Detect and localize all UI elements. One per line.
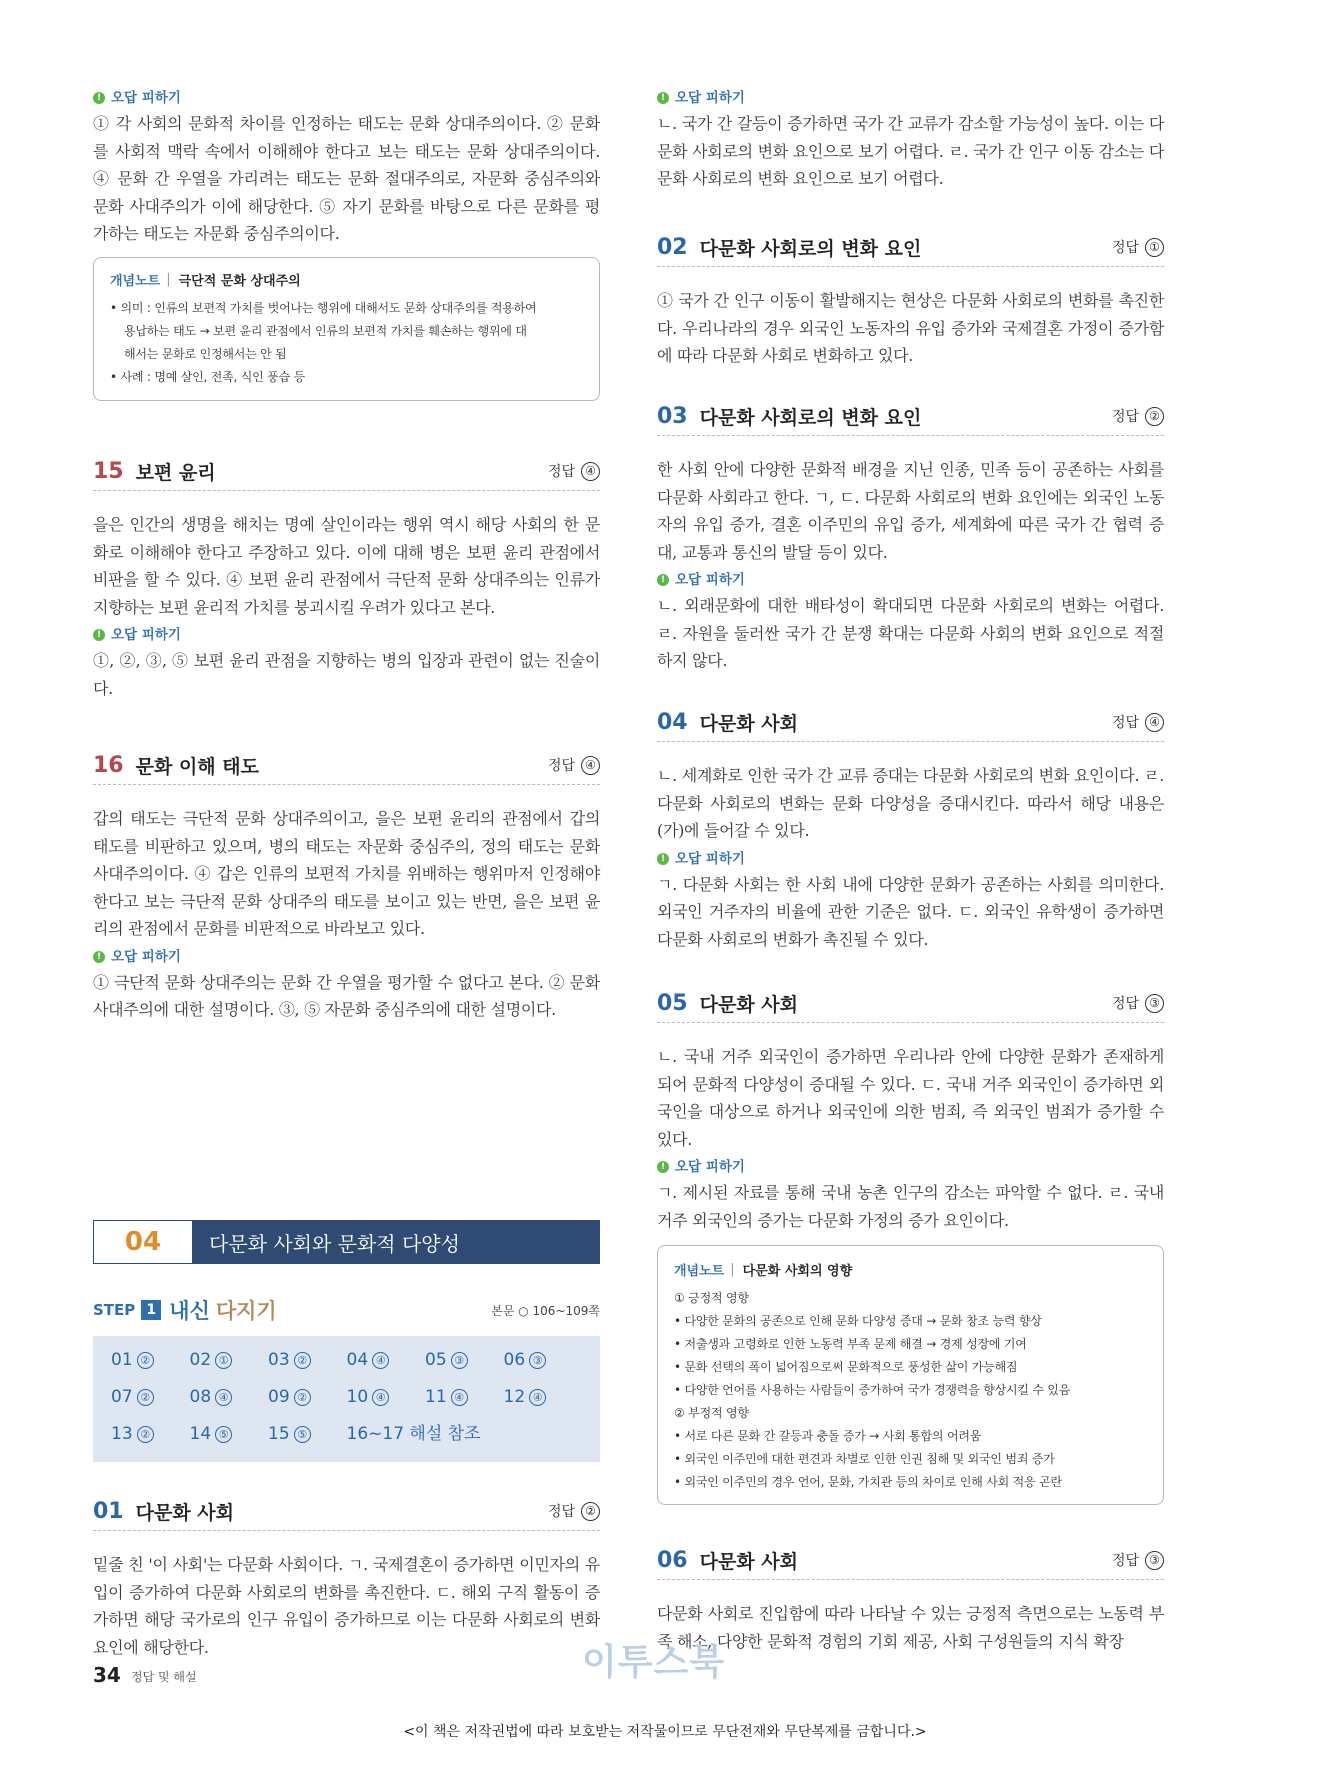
answer-key-answer: ④ [215, 1389, 232, 1406]
answer-key-question: 15 [268, 1424, 290, 1444]
question-header [657, 397, 1164, 436]
concept-note-extreme-relativism: 개념노트 | 극단적 문화 상대주의 • 의미 : 인류의 보편적 가치를 벗어나는 행위에 대해서도 문화 상대주의를 적용하여 용납하는 태도 → 보편 윤리 관점에서 인류의 보편적 가치를 훼손하는 행위에 대 해서는 문화로 인정해서는 안 됨 • 사례 : 명예 살인, 전족, 식인 풍습 등 [93, 257, 600, 401]
step-subtitle: 다지기 [215, 1299, 277, 1323]
avoid-heading: ! 오답 피하기 [93, 623, 600, 647]
answer-key-grid [111, 1346, 582, 1449]
note-line: • 다양한 언어를 사용하는 사람들이 증가하여 국가 경쟁력을 향상시킬 수 있음 [674, 1383, 1071, 1397]
note-line: • 의미 : 인류의 보편적 가치를 벗어나는 행위에 대해서도 문화 상대주의를 적용하여 [110, 301, 537, 315]
note-line: ② 부정적 영향 [674, 1406, 749, 1420]
section-number: 04 [93, 1220, 193, 1264]
answer-key-question: 03 [268, 1350, 290, 1370]
answer-key-answer: ④ [529, 1389, 546, 1406]
question-number: 01 [93, 1498, 124, 1524]
question-header [93, 452, 600, 491]
answer-key-question: 10 [346, 1387, 369, 1407]
answer-key-item [347, 1346, 426, 1375]
answer-key-item [111, 1346, 190, 1375]
avoid-heading: ! 오답 피하기 [93, 945, 600, 969]
answer-key-item [190, 1420, 269, 1449]
answer-key-question: 06 [503, 1350, 526, 1370]
note-line: • 사례 : 명예 살인, 전족, 식인 풍습 등 [110, 370, 305, 384]
question-header [657, 1541, 1164, 1580]
answer-value: ③ [1145, 1551, 1164, 1570]
note-line: 해서는 문화로 인정해서는 안 됨 [124, 347, 287, 361]
question-06 [657, 1541, 1164, 1655]
step-label: STEP [93, 1301, 136, 1319]
answer-key-question: 01 [111, 1350, 133, 1370]
explanation-text: 한 사회 안에 다양한 문화적 배경을 지닌 인종, 민족 등이 공존하는 사회를 다문화 사회라고 한다. ㄱ, ㄷ. 다문화 사회로의 변화 요인에는 외국인 노동자의 유입 증가, 결혼 이주민의 유입 증가, 세계화에 따른 국가 간 협력 증대, 교통과 통신의 발달 등이 있다. [657, 460, 1164, 562]
answer-value: ③ [1145, 994, 1164, 1013]
note-line: • 서로 다른 문화 간 갈등과 충돌 증가 → 사회 통합의 어려움 [674, 1429, 982, 1443]
question-number: 05 [657, 990, 688, 1016]
avoid-heading: ! 오답 피하기 [657, 847, 1164, 871]
answer-key-answer: ② [137, 1352, 154, 1369]
concept-note-tag: 개념노트 [674, 1264, 725, 1279]
answer-label: 정답 ④ [1112, 712, 1164, 732]
step-header [93, 1295, 600, 1325]
answer-key-answer: ④ [451, 1389, 468, 1406]
note-line: ① 긍정적 영향 [674, 1291, 749, 1305]
question-title: 문화 이해 태도 [135, 755, 259, 778]
question-header [657, 984, 1164, 1023]
answer-label: 정답 ② [1112, 406, 1164, 426]
note-line: 용납하는 태도 → 보편 윤리 관점에서 인류의 보편적 가치를 훼손하는 행위에 대 [124, 324, 527, 338]
question-02 [657, 228, 1164, 370]
answer-label: 정답 ① [1112, 237, 1164, 257]
answer-key-question: 08 [189, 1387, 212, 1407]
question-header [93, 1492, 600, 1531]
watermark-logo: 이투스북 [582, 1642, 726, 1683]
answer-label: 정답 ③ [1112, 1550, 1164, 1570]
question-number: 15 [93, 458, 124, 484]
answer-key-item [190, 1346, 269, 1375]
exclamation-icon: ! [657, 853, 669, 865]
avoid-text: ㄱ. 제시된 자료를 통해 국내 농촌 인구의 감소는 파악할 수 없다. ㄹ. 국내 거주 외국인의 증가는 다문화 가정의 증가 요인이다. [657, 1183, 1164, 1230]
answer-value: ④ [581, 462, 600, 481]
question-number: 02 [657, 234, 688, 260]
answer-key-answer: ② [294, 1389, 311, 1406]
question-number: 03 [657, 403, 688, 429]
explanation-text: ㄴ. 국내 거주 외국인이 증가하면 우리나라 안에 다양한 문화가 존재하게 되어 문화적 다양성이 증대될 수 있다. ㄷ. 국내 거주 외국인이 증가하면 외국인을 대상으로 하거나 외국인에 의한 범죄, 즉 외국인 범죄가 증가할 수 있다. [657, 1047, 1164, 1149]
avoid-section-01 [657, 86, 1164, 193]
question-title: 다문화 사회 [699, 1550, 799, 1573]
question-number: 16 [93, 752, 124, 778]
question-header [657, 703, 1164, 742]
answer-value: ② [1145, 407, 1164, 426]
avoid-text: ㄴ. 국가 간 갈등이 증가하면 국가 간 교류가 감소할 가능성이 높다. 이는 다문화 사회로의 변화 요인으로 보기 어렵다. ㄹ. 국가 간 인구 이동 감소는 다문화 사회로의 변화 요인으로 보기 어렵다. [657, 114, 1164, 188]
copyright-notice: <이 책은 저작권법에 따라 보호받는 저작물이므로 무단전재와 무단복제를 금합니다.> [403, 1724, 927, 1740]
question-title: 다문화 사회 [135, 1501, 235, 1524]
answer-label: 정답 ③ [1112, 993, 1164, 1013]
answer-key-item [190, 1383, 269, 1412]
question-title: 다문화 사회 [699, 993, 799, 1016]
answer-key-item [268, 1346, 347, 1375]
explanation-text: ① 국가 간 인구 이동이 활발해지는 현상은 다문화 사회로의 변화를 촉진한다. 우리나라의 경우 외국인 노동자의 유입 증가와 국제결혼 가정이 증가함에 따라 다문화 사회로 변화하고 있다. [657, 291, 1164, 365]
answer-key-question: 14 [189, 1424, 212, 1444]
answer-key-answer: ⑤ [215, 1426, 232, 1443]
answer-key-answer: ② [294, 1352, 311, 1369]
answer-key-question: 12 [503, 1387, 526, 1407]
question-15 [93, 452, 600, 702]
answer-label: 정답 ④ [548, 755, 600, 775]
question-16 [93, 746, 600, 1024]
answer-key-answer: ② [137, 1389, 154, 1406]
answer-key-item [347, 1383, 426, 1412]
avoid-heading: ! 오답 피하기 [657, 86, 1164, 110]
step-title: 내신 [169, 1299, 210, 1323]
avoid-heading: ! 오답 피하기 [93, 86, 600, 110]
answer-key-answer: ④ [372, 1352, 389, 1369]
question-03 [657, 397, 1164, 675]
answer-key-item [268, 1420, 347, 1449]
footer-label: 정답 및 해설 [131, 1670, 197, 1684]
explanation-text: 갑의 태도는 극단적 문화 상대주의이고, 을은 보편 윤리의 관점에서 갑의 태도를 비판하고 있으며, 병의 태도는 자문화 중심주의, 정의 태도는 문화 사대주의이다. ④ 갑은 인류의 보편적 가치를 위배하는 행위마저 인정해야 한다고 보는 극단적 문화 상대주의 태도를 보이고 있는 반면, 을은 보편 윤리의 관점에서 문화를 비판적으로 바라보고 있다. [93, 809, 600, 938]
exclamation-icon: ! [657, 574, 669, 586]
avoid-text: ㄴ. 외래문화에 대한 배타성이 확대되면 다문화 사회로의 변화는 어렵다. ㄹ. 자원을 둘러싼 국가 간 분쟁 확대는 다문화 사회의 변화 요인으로 적절하지 않다. [657, 596, 1164, 670]
question-number: 04 [657, 709, 688, 735]
exclamation-icon: ! [93, 92, 105, 104]
answer-key-question: 09 [268, 1387, 290, 1407]
exclamation-icon: ! [657, 92, 669, 104]
answer-key-item [111, 1420, 190, 1449]
avoid-heading: ! 오답 피하기 [657, 1155, 1164, 1179]
concept-note-title: 다문화 사회의 영향 [742, 1264, 853, 1279]
answer-key-answer: ③ [529, 1352, 546, 1369]
answer-key-remark: 16~17 해설 참조 [346, 1424, 481, 1444]
answer-key-answer: ② [137, 1426, 154, 1443]
answer-key-question: 11 [425, 1387, 447, 1407]
answer-key-item [425, 1346, 504, 1375]
answer-key-item [504, 1346, 583, 1375]
question-title: 다문화 사회로의 변화 요인 [699, 237, 922, 260]
explanation-text: 밑줄 친 '이 사회'는 다문화 사회이다. ㄱ. 국제결혼이 증가하면 이민자의 유입이 증가하여 다문화 사회로의 변화를 촉진한다. ㄷ. 해외 구직 활동이 증가하면 해당 국가로의 인구 유입이 증가하므로 이는 다문화 사회로의 변화 요인에 해당한다. [93, 1555, 600, 1657]
answer-key-item [111, 1383, 190, 1412]
page-number: 34 [93, 1663, 121, 1687]
answer-value: ② [581, 1502, 600, 1521]
avoid-text: ①, ②, ③, ⑤ 보편 윤리 관점을 지향하는 병의 입장과 관련이 없는 진술이다. [93, 651, 600, 698]
note-line: • 저출생과 고령화로 인한 노동력 부족 문제 해결 → 경제 성장에 기여 [674, 1337, 1027, 1351]
note-line: • 문화 선택의 폭이 넓어짐으로써 문화적으로 풍성한 삶이 가능해짐 [674, 1360, 1018, 1374]
explanation-text: 을은 인간의 생명을 해치는 명예 살인이라는 행위 역시 해당 사회의 한 문화로 이해해야 한다고 주장하고 있다. 이에 대해 병은 보편 윤리 관점에서 비판을 할 수 있다. ④ 보편 윤리 관점에서 극단적 문화 상대주의는 인류가 지향하는 보편 윤리적 가치를 붕괴시킬 우려가 있다고 본다. [93, 515, 600, 617]
avoid-text: ㄱ. 다문화 사회는 한 사회 내에 다양한 문화가 공존하는 사회를 의미한다. 외국인 거주자의 비율에 관한 기준은 없다. ㄷ. 외국인 유학생이 증가하면 다문화 사회로의 변화가 촉진될 수 있다. [657, 874, 1164, 949]
step-number: 1 [141, 1300, 161, 1320]
question-title: 다문화 사회로의 변화 요인 [699, 406, 922, 429]
exclamation-icon: ! [93, 951, 105, 963]
explanation-text: ㄴ. 세계화로 인한 국가 간 교류 증대는 다문화 사회로의 변화 요인이다. ㄹ. 다문화 사회로의 변화는 문화 다양성을 증대시킨다. 따라서 해당 내용은 (가)에 들어갈 수 있다. [657, 766, 1164, 840]
answer-label: 정답 ② [548, 1501, 600, 1521]
question-title: 다문화 사회 [699, 712, 799, 735]
answer-key-item [425, 1383, 504, 1412]
avoid-heading: ! 오답 피하기 [657, 568, 1164, 592]
answer-key-item [347, 1420, 583, 1449]
exclamation-icon: ! [93, 629, 105, 641]
answer-key-item [268, 1383, 347, 1412]
concept-note-multicultural-impact: 개념노트 | 다문화 사회의 영향 ① 긍정적 영향 • 다양한 문화의 공존으로 인해 문화 다양성 증대 → 문화 창조 능력 향상 • 저출생과 고령화로 인한 노동력 부족 문제 해결 → 경제 성장에 기여 • 문화 선택의 폭이 넓어짐으로써 문화적으로 풍성한 삶이 가능해짐 • 다양한 언어를 사용하는 사람들이 증가하여 국가 경쟁력을 향상시킬 수 있음 ② 부정적 영향 • 서로 다른 문화 간 갈등과 충돌 증가 → 사회 통합의 어려움 • 외국인 이주민에 대한 편견과 차별로 인한 인권 침해 및 외국인 범죄 증가 • 외국인 이주민의 경우 언어, 문화, 가치관 등의 차이로 인해 사회 적응 곤란 [657, 1245, 1164, 1505]
avoid-section-14 [93, 86, 600, 248]
answer-key-question: 13 [111, 1424, 133, 1444]
explanation-text: 다문화 사회로 진입함에 따라 나타날 수 있는 긍정적 측면으로는 노동력 부족 해소, 다양한 문화적 경험의 기회 제공, 사회 구성원들의 지식 확장 [657, 1604, 1164, 1651]
note-line: • 외국인 이주민의 경우 언어, 문화, 가치관 등의 차이로 인해 사회 적응 곤란 [674, 1475, 1062, 1489]
answer-key-item [504, 1383, 583, 1412]
question-05 [657, 984, 1164, 1234]
question-title: 보편 윤리 [135, 461, 216, 484]
answer-key-question: 04 [346, 1350, 369, 1370]
answer-key-answer: ④ [372, 1389, 389, 1406]
answer-key-question: 05 [425, 1350, 447, 1370]
question-01 [93, 1492, 600, 1661]
question-number: 06 [657, 1547, 688, 1573]
question-header [93, 746, 600, 785]
note-line: • 외국인 이주민에 대한 편견과 차별로 인한 인권 침해 및 외국인 범죄 증가 [674, 1452, 1055, 1466]
answer-value: ④ [1145, 713, 1164, 732]
answer-key-answer: ③ [451, 1352, 468, 1369]
question-04 [657, 703, 1164, 953]
answer-value: ① [1145, 238, 1164, 257]
note-line: • 다양한 문화의 공존으로 인해 문화 다양성 증대 → 문화 창조 능력 향상 [674, 1314, 1042, 1328]
answer-key-question: 02 [189, 1350, 212, 1370]
section-banner [93, 1220, 600, 1264]
answer-key-box [93, 1336, 600, 1462]
answer-key-answer: ① [215, 1352, 232, 1369]
concept-note-title: 극단적 문화 상대주의 [178, 274, 301, 289]
question-header [657, 228, 1164, 267]
exclamation-icon: ! [657, 1161, 669, 1173]
answer-value: ④ [581, 756, 600, 775]
avoid-text: ① 극단적 문화 상대주의는 문화 간 우열을 평가할 수 없다고 본다. ② 문화 사대주의에 대한 설명이다. ③, ⑤ 자문화 중심주의에 대한 설명이다. [93, 972, 600, 1019]
section-title: 다문화 사회와 문화적 다양성 [209, 1231, 460, 1256]
avoid-text: ① 각 사회의 문화적 차이를 인정하는 태도는 문화 상대주의이다. ② 문화를 사회적 맥락 속에서 이해해야 한다고 보는 태도는 문화 상대주의이다. ④ 문화 간 우열을 가리려는 태도는 문화 절대주의로, 자문화 중심주의와 문화 사대주의가 이에 해당한다. ⑤ 자기 문화를 바탕으로 다른 문화를 평가하는 태도는 자문화 중심주의이다. [93, 114, 600, 243]
answer-key-question: 07 [111, 1387, 133, 1407]
answer-key-answer: ⑤ [294, 1426, 311, 1443]
page-reference: 본문 ○ 106~109쪽 [491, 1303, 600, 1318]
concept-note-tag: 개념노트 [110, 274, 161, 289]
answer-label: 정답 ④ [548, 461, 600, 481]
